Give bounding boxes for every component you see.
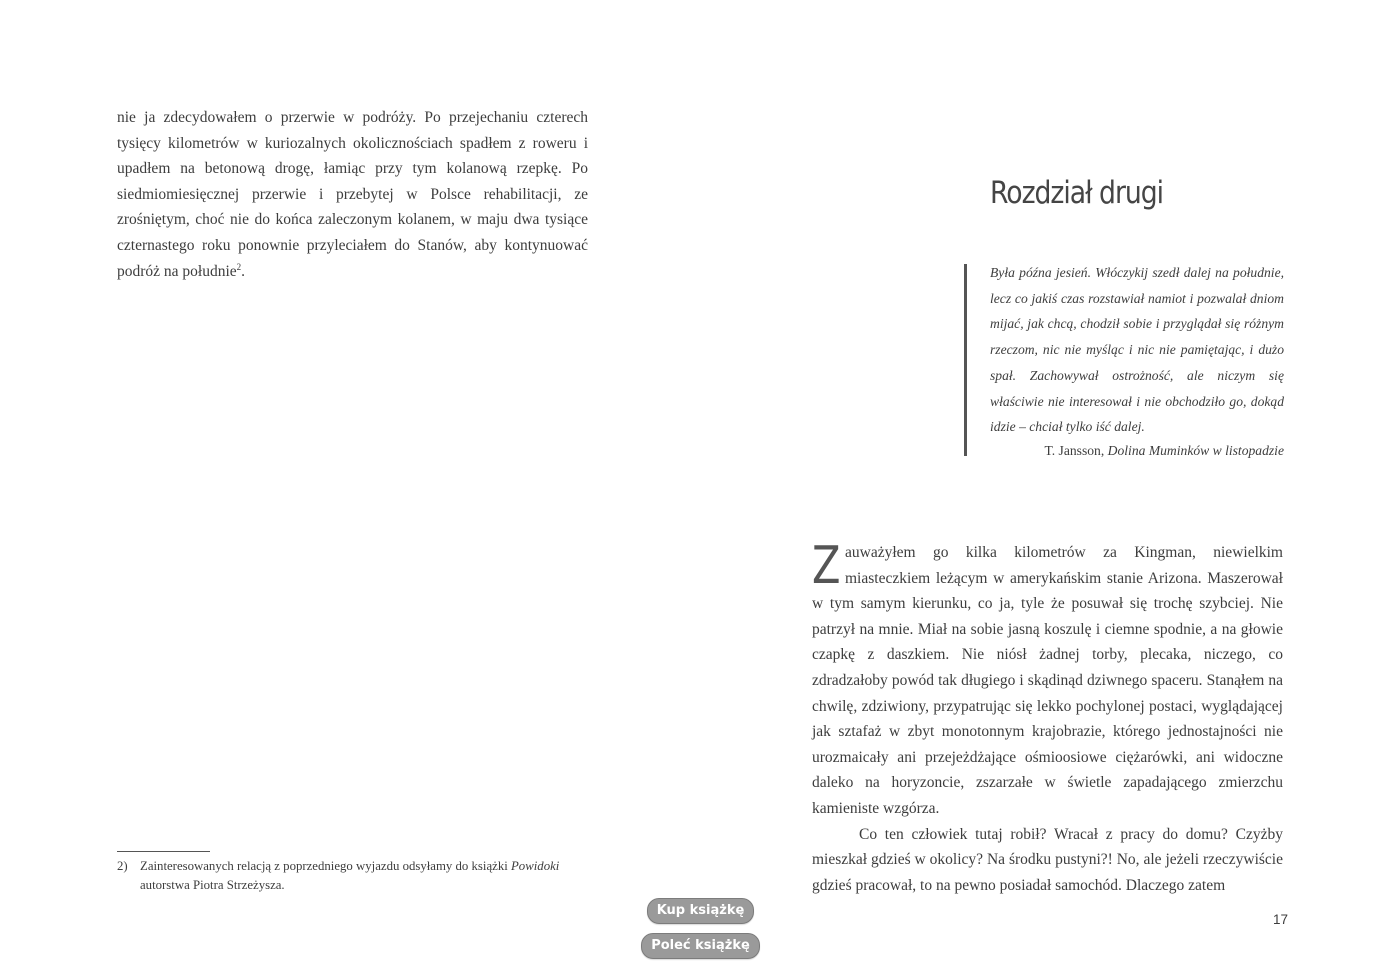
footnote-number: 2) (117, 859, 128, 873)
buy-book-button[interactable]: Kup książkę (647, 898, 754, 924)
epigraph-attribution (990, 438, 1284, 464)
chapter-paragraph-2: Co ten człowiek tutaj robił? Wracał z pracy do domu? Czyżby mieszkał gdzieś w okolicy? Na środku pustyni?! No, ale jeżeli rzeczywiście gdzieś pracował, to na pewno posiadał samochód. Dlaczego zatem (812, 825, 1283, 894)
footnote-text-end: autorstwa Piotra Strzeżysza. (140, 878, 285, 892)
drop-cap: Z (812, 536, 841, 596)
right-page (700, 0, 1400, 980)
footnote-divider (117, 851, 210, 852)
paragraph-end: . (241, 262, 246, 280)
epigraph-work-title: Dolina Muminków w listopadzie (1107, 443, 1284, 458)
paragraph-1-text: auważyłem go kilka kilometrów za Kingman, niewielkim miasteczkiem leżącym w amerykańskim stanie Arizona. Maszerował w tym samym kierunku, co ja, tyle że posuwał się trochę szybciej. Nie patrzył na mnie. Miał na sobie jasną koszulę i ciemne spodnie, a na głowie czapkę z daszkiem. Nie niósł żadnej torby, plecaka, niczego, co zdradzałoby powód tak długiego i skądinąd dziwnego spaceru. Stanąłem na chwilę, zdziwiony, przypatrując się lekko pochylonej postaci, wyglądającej jak sztafaż w zbyt monotonnym krajobrazie, którego jednostajności nie urozmaicały ani przejeżdżające ośmioosiowe ciężarówki, ani widoczne daleko na horyzoncie, zszarzałe w świetle zapadającego zmierzchu kamieniste wzgórza. (812, 544, 1283, 817)
page-number: 17 (1273, 912, 1289, 927)
epigraph-author: T. Jansson, (1044, 443, 1108, 458)
footnote-text-start: Zainteresowanych relacją z poprzedniego wyjazdu odsyłamy do książki (140, 859, 511, 873)
footnote-text (140, 857, 589, 895)
epigraph-quote: Była późna jesień. Włóczykij szedł dalej na południe, lecz co jakiś czas rozstawiał namiot i pozwalał dniom mijać, jak chcą, chodził sobie i przyglądał się różnym rzeczom, nic nie myśląc i nic nie pamiętając, i dużo spał. Zachowywał ostrożność, ale niczym się właściwie nie interesował i nie obchodziło go, dokąd idzie – chciał tylko iść dalej. (990, 265, 1284, 435)
recommend-book-button[interactable]: Poleć książkę (641, 933, 760, 959)
epigraph-bar (964, 264, 967, 456)
chapter-body (812, 536, 1283, 898)
left-page-paragraph (117, 105, 588, 284)
paragraph-text: nie ja zdecydowałem o przerwie w podróży. Po przejechaniu czterech tysięcy kilometrów w kuriozalnych okolicznościach spadłem z roweru i upadłem na betonową drogę, łamiąc przy tym kolanową rzepkę. Po siedmiomiesięcznej przerwie i przebytej w Polsce rehabilitacji, ze zrośniętym, choć nie do końca zaleczonym kolanem, w maju dwa tysiące czternastego roku ponownie przyleciałem do Stanów, aby kontynuować podróż na południe (117, 109, 588, 280)
chapter-title: Rozdział drugi (990, 175, 1164, 211)
chapter-paragraph-1 (812, 536, 1283, 822)
footnote-reference: 2 (236, 261, 242, 272)
footnote (117, 857, 589, 895)
footnote-book-title: Powidoki (510, 859, 560, 873)
